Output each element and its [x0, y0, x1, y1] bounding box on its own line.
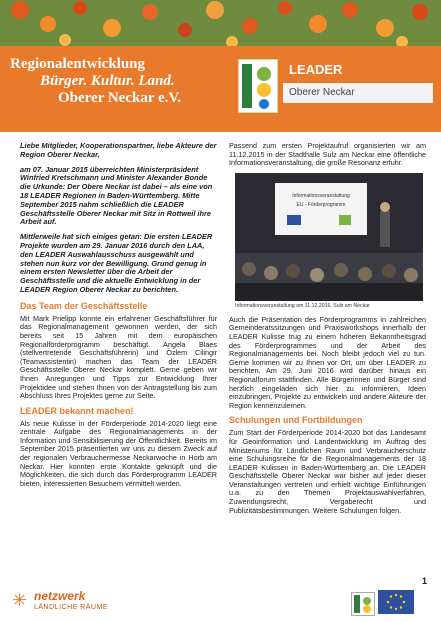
- intro-greeting: Liebe Mitglieder, Kooperationspartner, liebe Akteure der Region Oberer Neckar,: [20, 141, 217, 159]
- title-line-3: Oberer Neckar e.V.: [58, 90, 182, 106]
- netzwerk-logo: [12, 589, 132, 619]
- intro-text: [20, 142, 217, 295]
- photo-caption: Informationsveranstaltung am 11.12.2016, Sulz am Neckar: [235, 302, 370, 309]
- leader-region-label: Oberer Neckar: [283, 83, 433, 103]
- laendliche-raeume-label: LÄNDLICHE RÄUME: [34, 604, 109, 611]
- event-intro-text: Passend zum ersten Projektaufruf organisierten wir am 11.12.2015 in der Stadthalle Sulz am Neckar eine öffentliche Informationsveranstaltung, die große Resonanz erfuhr.: [229, 141, 426, 168]
- eu-stars: [378, 590, 414, 614]
- photo-screen-subtitle: EU - Förderprogramm: [296, 201, 346, 208]
- association-title: [10, 56, 220, 107]
- snowflake-icon: ✳: [12, 590, 28, 610]
- flower-illustration: [0, 0, 441, 46]
- title-line-2: Bürger. Kultur. Land.: [40, 73, 175, 89]
- intro-paragraph-2: Mittlerweile hat sich einiges getan: Die ersten LEADER Projekte wurden am 29. Januar 2016 durch den LAA, den LEADER Auswahlausschuss ausgewählt und stehen nun kurz vor der Bewilligung. Grund genug in einem ersten Newsletter über die Arbeit der Geschäftsstelle und die aktuelle Entwicklung in der LEADER Region Oberer Neckar zu berichten.: [20, 232, 213, 294]
- header-flower-photo: [0, 0, 441, 46]
- intro-paragraph-1: am 07. Januar 2015 überreichten Ministerpräsident Winfried Kretschmann und Minister Alexander Bonde die Urkunde: Der Obere Neckar ist dabei – als eine von 18 LEADER Regionen in Baden-Württemberg. Mitte September 2015 nahm schließlich die LEADER Geschäftsstelle Oberer Neckar mit Sitz in Rottweil ihre Arbeit auf.: [20, 164, 213, 227]
- left-column: [20, 142, 217, 493]
- leader-emblem: [239, 60, 277, 112]
- schulung-heading: Schulungen und Fortbildungen: [229, 415, 363, 426]
- event-photo: [235, 173, 423, 301]
- presentation-text: Auch die Präsentation des Förderprogramms in zahlreichen Gemeinderatssitzungen und Praxisworkshops innerhalb der LEADER Kulisse trug zu einem höheren Bekanntheitsgrad des Förderprogrammes und der Arbeit des Regionalmanagements bei. Noch bleibt jedoch viel zu tun. Gerne kommen wir zu Ihnen vor Ort, um über LEADER zu berichten. Am 29. Juni 2016 wird darüber hinaus ein Regionalforum stattfinden. Alle Bürgerinnen und Bürger sind herzlich eingeladen sich hier zu informieren, Ideen einzubringen, Projekte zu entwickeln und andere Akteure der Region kennenzulernen.: [229, 314, 426, 410]
- photo-screen-title: Informationsveranstaltung: [292, 192, 350, 199]
- eu-flag-icon: [378, 590, 414, 614]
- right-column: [229, 142, 426, 520]
- team-text: Mit Mark Prielipp konnte ein erfahrener Geschäftsführer für das Regionalmanagement gewonnen werden, der sich bereits seit 15 Jahren mit dem europäischen Regionalförderprogramm beschäftigt. Angela Blaes (stellvertretende Geschäftsführerin) und Özlem Cilingir (Teamassistentin) machen das Team der LEADER Geschäftsstelle Oberer Neckar komplett. Gerne geben wir Ihnen Anregungen und Tipps zur Entwicklung Ihrer Projektidee und stehen Ihnen von der Antragstellung bis zum Abschluss Ihres Projektes gerne zur Seite.: [20, 313, 217, 401]
- team-heading: Das Team der Geschäftsstelle: [20, 300, 148, 311]
- leader-logo-icon: [238, 59, 278, 113]
- bekannt-text: Als neue Kulisse in der Förderperiode 2014-2020 liegt eine zentrale Aufgabe des Regionalmanagements in der Information und Sensibilisierung der Öffentlichkeit. Bereits im September 2015 präsentierten wir uns zu diesem Zweck auf der regionalen Verbrauchermesse Neckarwoche in Horb am Neckar. Hier konnten erste Kontakte geknüpft und die Möglichkeiten, die sich durch das Förderprogramm LEADER bieten, interessierten Besuchern vermittelt werden.: [20, 418, 217, 488]
- leader-small-logo-icon: [351, 592, 375, 616]
- leader-label: LEADER: [283, 59, 433, 81]
- event-photo-illustration: [235, 173, 423, 301]
- title-line-1: Regionalentwicklung: [10, 56, 146, 72]
- netzwerk-label: netzwerk: [34, 589, 86, 603]
- leader-small-emblem: [352, 593, 374, 615]
- bekannt-heading: LEADER bekannt machen!: [20, 405, 134, 416]
- page-number: 1: [422, 576, 428, 586]
- schulung-text: Zum Start der Förderperiode 2014-2020 bot das Landesamt für Geoinformation und Landentwicklung im Auftrag des Ministeriums für Ländlichen Raum und Verbraucherschutz eine Schulungsreihe für die Regionalmanagements der 18 LEADER Kulissen in Baden-Württemberg an. Die LEADER Geschäftsstelle Oberer Neckar war bisher auf jeder dieser Veranstaltungen vertreten und erhielt wichtige Einführungen u.a. zu den Themen Projektauswahlverfahren, Zuwendungsrecht, Vergaberecht und Publizitätsbestimmungen. Weitere Schulungen folgen.: [229, 428, 426, 515]
